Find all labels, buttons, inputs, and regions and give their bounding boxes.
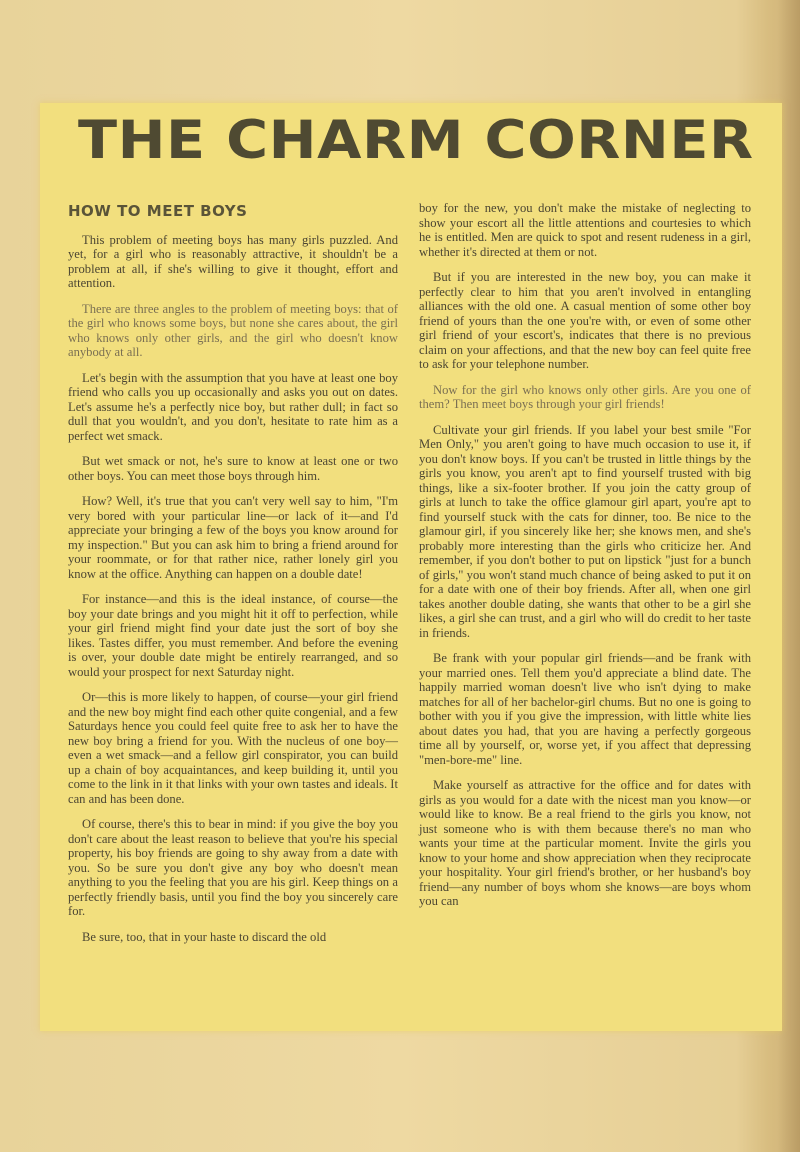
article-column-left — [68, 204, 398, 955]
article-paragraph: Cultivate your girl friends. If you label your best smile "For Men Only," you aren't going to have much occasion to use it, if you don't know boys. If you can't be trusted in little things by the girls you know, you aren't apt to find yourself trusted with big things, like a six-footer brother. If you join the catty group of girls at lunch to take the office glamour girl apart, you're apt to find yourself stuck with the cats for dinner, too. Be nice to the glamour girl, if you sincerely like her; she knows men, and she's probably more interesting than the girls who criticize her. And remember, if you don't bother to put on lipstick "just for a bunch of girls," you won't stand much chance of being asked to put it on for a date with one of their boy friends. After all, when one girl takes another double dating, she wants that other to be a girl she likes, a girl she can trust, and a girl who will do credit to her taste in friends. — [419, 422, 751, 640]
article-paragraph: This problem of meeting boys has many girls puzzled. And yet, for a girl who is reasonably attractive, it shouldn't be a problem at all, if she's willing to give it thought, effort and attention. — [68, 232, 398, 290]
page-title: THE CHARM CORNER — [78, 110, 754, 171]
article-paragraph: But wet smack or not, he's sure to know at least one or two other boys. You can meet those boys through him. — [68, 454, 398, 483]
article-paragraph: Be frank with your popular girl friends—and be frank with your married ones. Tell them you'd appreciate a blind date. The happily married woman doesn't live who isn't dying to make matches for all of her bachelor-girl chums. But no one is going to bother with you if you give the impression, with little white lies about dates you had, that you are having a perfectly gorgeous time all by yourself, or, worse yet, if you affect that depressing "men-bore-me" line. — [419, 651, 751, 767]
article-paragraph: Or—this is more likely to happen, of course—your girl friend and the new boy might find each other quite congenial, and a few Saturdays hence you could feel quite free to ask her to have the new boy bring a friend for you. With the nucleus of one boy—even a wet smack—and a fellow girl conspirator, you can build up a chain of boy acquaintances, and keep building it, until you come to the link in it that links with your own tastes and ideals. It can and has been done. — [68, 690, 398, 806]
article-paragraph: For instance—and this is the ideal instance, of course—the boy your date brings and you might hit it off to perfection, while your girl friend might find your date just the sort of boy she likes. Tastes differ, you must remember. And before the evening is over, your double date might be entirely rearranged, and so would your prospect for next Saturday night. — [68, 592, 398, 679]
article-paragraph: Be sure, too, that in your haste to discard the old — [82, 929, 327, 944]
article-heading: HOW TO MEET BOYS — [68, 202, 248, 220]
article-paragraph: boy for the new, you don't make the mistake of neglecting to show your escort all the little attentions and courtesies to which he is entitled. Men are quick to spot and resent rudeness in a girl, whether it's directed at them or not. — [419, 201, 751, 259]
article-paragraph: Of course, there's this to bear in mind: if you give the boy you don't care about the least reason to believe that you're his special property, his boy friends are going to shy away from a date with you. So be sure you don't give any boy who doesn't mean anything to you the feeling that you are his girl. Keep things on a perfectly friendly basis, until you find the boy you sincerely care for. — [68, 817, 398, 918]
article-paragraph: Now for the girl who knows only other girls. Are you one of them? Then meet boys through your girl friends! — [419, 382, 751, 411]
article-paragraph: Let's begin with the assumption that you have at least one boy friend who calls you up occasionally and asks you out on dates. Let's assume he's a perfectly nice boy, but rather dull; in fact so dull that you wouldn't, and you don't, hesitate to rate him as a perfect wet smack. — [68, 370, 398, 443]
article-paragraph: But if you are interested in the new boy, you can make it perfectly clear to him that you aren't involved in entangling alliances with the old one. A casual mention of some other boy friend of yours than the one you're with, or even of some other girl friend of your escort's, indicates that there is no previous claim on your affections, and that the new boy can feel quite free to ask for your telephone number. — [419, 270, 751, 371]
article-paragraph: There are three angles to the problem of meeting boys: that of the girl who knows some boys, but none she cares about, the girl who knows only other girls, and the girl who doesn't know anybody at all. — [68, 301, 398, 359]
article-column-right — [419, 201, 751, 920]
article-paragraph: Make yourself as attractive for the office and for dates with girls as you would for a date with the nicest man you know—or would like to know. Be a real friend to the girls you know, not just someone who is with them because there's no man who wants your time at the particular moment. Invite the girls you know to your home and show appreciation when they reciprocate your hospitality. Your girl friend's brother, or her husband's boy friend—any number of boys whom she knows—are boys whom you can — [419, 778, 751, 908]
article-paragraph: How? Well, it's true that you can't very well say to him, "I'm very bored with your particular line—or lack of it—and I'd appreciate your bringing a few of the boys you know around for my inspection." But you can ask him to bring a friend around for your roommate, or for that rather nice, rather lonely girl you know at the office. Anything can happen on a double date! — [68, 494, 398, 581]
